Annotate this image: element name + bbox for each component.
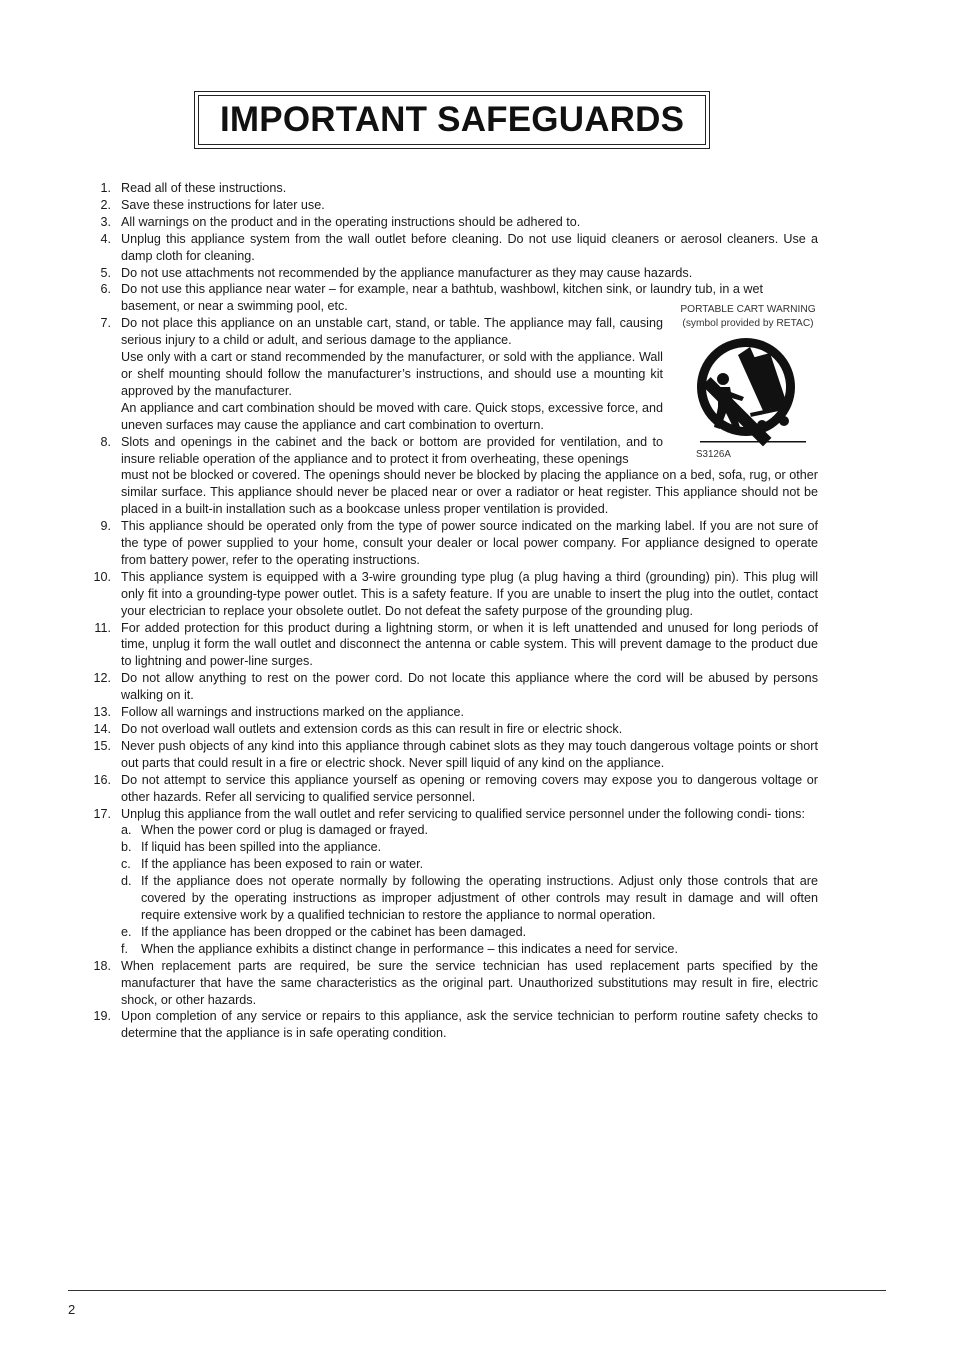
item-text: Do not use this appliance near water – for example, near a bathtub, washbowl, kitchen sink, or laundry tub, in a wet xyxy=(121,282,763,297)
item-number: 14. xyxy=(93,722,111,736)
list-item xyxy=(84,569,818,620)
list-item xyxy=(84,670,818,704)
list-item xyxy=(84,1008,818,1042)
item-text: Do not use attachments not recommended by the appliance manufacturer as they may cause hazards. xyxy=(121,265,693,280)
item-number: 9. xyxy=(100,519,111,534)
sub-item xyxy=(121,924,818,941)
item-number: 5. xyxy=(100,265,111,280)
item-number: 11. xyxy=(94,620,111,635)
item-text: Read all of these instructions. xyxy=(121,181,287,195)
item-number: 1. xyxy=(100,181,111,195)
item-number: 8. xyxy=(100,434,111,449)
title-box xyxy=(194,91,710,149)
sub-item-text: If the appliance has been exposed to rain or water. xyxy=(141,857,424,872)
sub-item xyxy=(121,822,818,839)
item-text: Unplug this appliance from the wall outlet and refer servicing to qualified service personnel under the following condi- tions: xyxy=(121,806,805,821)
item-text: This appliance should be operated only from the type of power source indicated on the marking label. If you are not sure of the type of power supplied to your home, consult your dealer or local power company. For appliance designed to operate from battery power, refer to the operating instructions. xyxy=(121,519,818,567)
sub-item-text: If the appliance has been dropped or the cabinet has been damaged. xyxy=(141,924,527,939)
title-box-inner xyxy=(198,95,706,145)
item-number: 12. xyxy=(93,671,111,686)
item-number: 10. xyxy=(93,569,111,584)
page-number: 2 xyxy=(68,1302,76,1317)
sub-item-letter: c. xyxy=(121,857,131,872)
item-number: 18. xyxy=(93,958,111,973)
sub-item xyxy=(121,839,818,856)
item-number: 4. xyxy=(100,231,111,246)
sub-item-text: If the appliance does not operate normally by following the operating instructions. Adjust only those controls that are covered by the operating instructions as improper adjustment of other controls may result in damage and will often require extensive work by a qualified technician to restore the appliance to normal operation. xyxy=(141,874,818,922)
item-number: 15. xyxy=(93,738,111,753)
sub-item-text: When the power cord or plug is damaged or frayed. xyxy=(141,823,429,838)
sub-item xyxy=(121,941,818,958)
list-item xyxy=(84,704,818,721)
item-text: Follow all warnings and instructions marked on the appliance. xyxy=(121,705,465,720)
list-item xyxy=(84,231,818,265)
item-number: 17. xyxy=(93,806,111,821)
sub-item xyxy=(121,873,818,924)
cart-warning-source: (symbol provided by RETAC) xyxy=(682,318,814,329)
item-text: All warnings on the product and in the operating instructions should be adhered to. xyxy=(121,214,581,229)
item-text: Do not overload wall outlets and extension cords as this can result in fire or electric shock. xyxy=(121,722,623,736)
sub-item-letter: a. xyxy=(121,823,132,838)
list-item xyxy=(84,518,818,569)
item-number: 3. xyxy=(100,214,111,229)
item-number: 6. xyxy=(100,282,111,297)
list-item xyxy=(84,721,818,738)
list-item xyxy=(84,265,818,282)
list-item xyxy=(84,315,663,433)
item-text-continued: must not be blocked or covered. The openings should never be blocked by placing the appliance on a bed, sofa, rug, or other similar surface. This appliance should never be placed near or over a radiator or heat register. This appliance should not be placed in a built-in installation such as a bookcase unless proper ventilation is provided. xyxy=(121,468,818,517)
footer-divider xyxy=(68,1290,886,1291)
item-number: 2. xyxy=(100,197,111,212)
item-paragraph: An appliance and cart combination should be moved with care. Quick stops, excessive force, and uneven surfaces may cause the appliance and cart combination to overturn. xyxy=(121,400,663,432)
item-text: When replacement parts are required, be sure the service technician has used replacement parts specified by the manufacturer that have the same characteristics as the original part. Unauthorized substitutions may result in fire, electric shock, or other hazards. xyxy=(121,958,818,1007)
item-text: Unplug this appliance system from the wall outlet before cleaning. Do not use liquid cleaners or aerosol cleaners. Use a damp cloth for cleaning. xyxy=(121,231,818,263)
list-item xyxy=(84,620,818,671)
sub-item-text: If liquid has been spilled into the appliance. xyxy=(141,840,382,855)
item-text-continued: basement, or near a swimming pool, etc. xyxy=(121,299,348,314)
portable-cart-warning xyxy=(672,303,824,460)
item-paragraph: Use only with a cart or stand recommended by the manufacturer, or sold with the appliance. Wall or shelf mounting should follow the manufacturer’s instructions, and should use a mounting kit approved by the manufacturer. xyxy=(121,350,663,398)
sub-item-letter: f. xyxy=(121,941,128,956)
page-title: IMPORTANT SAFEGUARDS xyxy=(220,100,685,139)
sub-item xyxy=(121,856,818,873)
sub-item-text: When the appliance exhibits a distinct change in performance – this indicates a need for service. xyxy=(141,941,678,956)
item-text: Do not allow anything to rest on the power cord. Do not locate this appliance where the cord will be abused by persons walking on it. xyxy=(121,671,818,703)
item-number: 19. xyxy=(93,1009,111,1024)
cart-warning-caption: PORTABLE CART WARNING xyxy=(680,304,816,315)
tipping-cart-warning-icon xyxy=(690,335,808,451)
cart-warning-code: S3126A xyxy=(696,449,731,460)
list-item xyxy=(84,214,818,231)
item-text: This appliance system is equipped with a 3-wire grounding type plug (a plug having a third (grounding) pin). This plug will only fit into a grounding-type power outlet. This is a safety feature. If you are unable to insert the plug into the outlet, contact your electrician to replace your obsolete outlet. Do not defeat the safety purpose of the grounding plug. xyxy=(121,569,818,618)
item-paragraph: Do not place this appliance on an unstable cart, stand, or table. The appliance may fall, causing serious injury to a child or adult, and serious damage to the appliance. xyxy=(121,316,663,348)
item-text: Upon completion of any service or repairs to this appliance, ask the service technician to perform routine safety checks to determine that the appliance is in safe operating condition. xyxy=(121,1009,818,1041)
list-item xyxy=(84,738,818,772)
item-text: Slots and openings in the cabinet and the back or bottom are provided for ventilation, and to insure reliable operation of the appliance and to protect it from overheating, these openings xyxy=(121,434,663,466)
sub-item-letter: b. xyxy=(121,840,132,855)
item-text: Do not attempt to service this appliance yourself as opening or removing covers may expose you to dangerous voltage or other hazards. Refer all servicing to qualified service personnel. xyxy=(121,772,818,804)
item-text: Save these instructions for later use. xyxy=(121,197,325,212)
item-text: Never push objects of any kind into this appliance through cabinet slots as they may touch dangerous voltage points or short out parts that could result in a fire or electric shock. Never spill liquid of any kind on the appliance. xyxy=(121,738,818,770)
list-item xyxy=(84,806,818,958)
item-number: 16. xyxy=(93,772,111,787)
list-item xyxy=(84,958,818,1009)
list-item xyxy=(84,180,818,197)
list-item xyxy=(84,772,818,806)
item-number: 7. xyxy=(100,316,111,331)
sub-item-letter: e. xyxy=(121,924,132,939)
list-item xyxy=(84,197,818,214)
item-number: 13. xyxy=(93,705,111,720)
sub-item-letter: d. xyxy=(121,874,132,889)
item-text: For added protection for this product during a lightning storm, or when it is left unattended and unused for long periods of time, unplug it form the wall outlet and disconnect the antenna or cable system. This will prevent damage to the product due to lightning and power-line surges. xyxy=(121,620,818,669)
